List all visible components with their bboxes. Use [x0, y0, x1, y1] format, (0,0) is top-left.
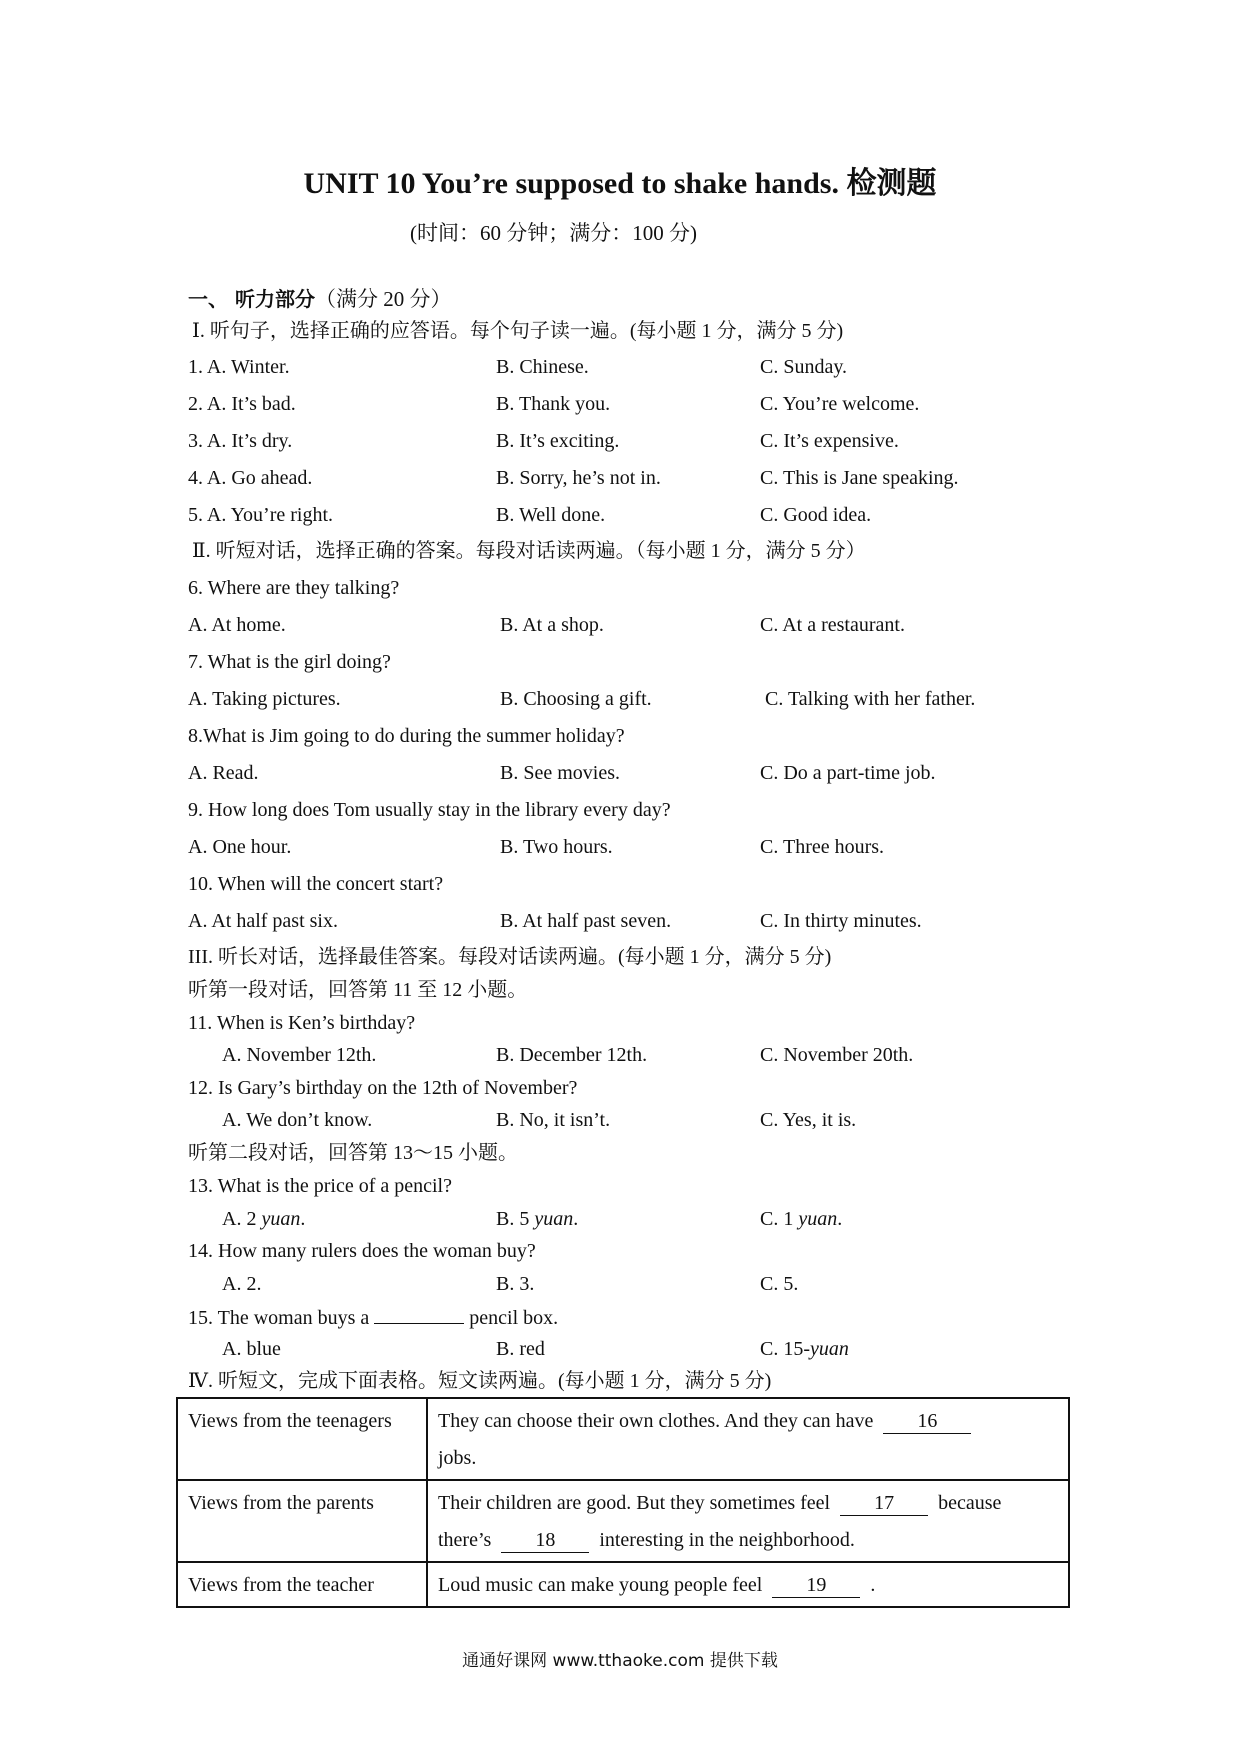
q8-option-c: C. Do a part-time job. [760, 762, 936, 784]
q11-option-a: A. November 12th. [222, 1044, 377, 1066]
q5-option-c: C. Good idea. [760, 504, 872, 526]
q15-option-a: A. blue [222, 1338, 281, 1360]
q6-option-c: C. At a restaurant. [760, 614, 905, 636]
page-footer: 通通好课网 www.tthaoke.com 提供下载 [462, 1651, 778, 1671]
part-i-instruction: Ⅰ. 听句子，选择正确的应答语。每个句子读一遍。(每小题 1 分，满分 5 分) [192, 320, 844, 342]
q1-option-c: C. Sunday. [760, 356, 848, 378]
row-label: Views from the teacher [177, 1562, 427, 1607]
table-row [177, 1398, 1069, 1480]
q7-question: 7. What is the girl doing? [188, 651, 391, 673]
q4-option-b: B. Sorry, he’s not in. [496, 467, 661, 489]
q10-option-b: B. At half past seven. [500, 910, 672, 932]
section-heading [188, 286, 451, 312]
part-iii-instruction: III. 听长对话，选择最佳答案。每段对话读两遍。(每小题 1 分，满分 5 分) [188, 946, 832, 968]
q12-option-a: A. We don’t know. [222, 1109, 373, 1131]
table-row [177, 1480, 1069, 1562]
q9-option-b: B. Two hours. [500, 836, 613, 858]
q10-option-a: A. At half past six. [188, 910, 338, 932]
q5-option-b: B. Well done. [496, 504, 606, 526]
views-table [176, 1397, 1070, 1608]
q15-question: 15. The woman buys a pencil box. [188, 1303, 558, 1331]
q11-question: 11. When is Ken’s birthday? [188, 1012, 416, 1034]
q14-question: 14. How many rulers does the woman buy? [188, 1240, 536, 1262]
answer-blank-19: 19 [772, 1573, 860, 1598]
q9-question: 9. How long does Tom usually stay in the library every day? [188, 799, 671, 821]
q6-option-a: A. At home. [188, 614, 286, 636]
answer-blank-16: 16 [883, 1409, 971, 1434]
q7-option-c: C. Talking with her father. [765, 688, 976, 710]
row-content: Loud music can make young people feel 19 . [427, 1562, 1069, 1607]
q15-option-c: C. 15-yuan [760, 1338, 849, 1360]
q14-option-b: B. 3. [496, 1273, 535, 1295]
q11-option-c: C. November 20th. [760, 1044, 914, 1066]
q12-option-b: B. No, it isn’t. [496, 1109, 611, 1131]
q3-option-c: C. It’s expensive. [760, 430, 899, 452]
q1-option-a: 1. A. Winter. [188, 356, 290, 378]
section-title: 一、 听力部分 [188, 287, 315, 311]
q6-question: 6. Where are they talking? [188, 577, 400, 599]
q13-option-c: C. 1 yuan. [760, 1208, 843, 1230]
q10-option-c: C. In thirty minutes. [760, 910, 922, 932]
q15-option-b: B. red [496, 1338, 545, 1360]
q12-question: 12. Is Gary’s birthday on the 12th of November? [188, 1077, 578, 1099]
table-row [177, 1562, 1069, 1607]
row-content: They can choose their own clothes. And they can have 16 jobs. [427, 1398, 1069, 1480]
q2-option-a: 2. A. It’s bad. [188, 393, 296, 415]
q8-option-a: A. Read. [188, 762, 259, 784]
q3-option-b: B. It’s exciting. [496, 430, 620, 452]
q2-option-c: C. You’re welcome. [760, 393, 920, 415]
q3-option-a: 3. A. It’s dry. [188, 430, 293, 452]
q6-option-b: B. At a shop. [500, 614, 604, 636]
q4-option-a: 4. A. Go ahead. [188, 467, 313, 489]
answer-blank-18: 18 [501, 1528, 589, 1553]
q14-option-c: C. 5. [760, 1273, 799, 1295]
q13-option-a: A. 2 yuan. [222, 1208, 306, 1230]
q9-option-c: C. Three hours. [760, 836, 885, 858]
q5-option-a: 5. A. You’re right. [188, 504, 334, 526]
dialog-1-note: 听第一段对话，回答第 11 至 12 小题。 [188, 979, 528, 1001]
q8-question: 8.What is Jim going to do during the summer holiday? [188, 725, 625, 747]
q7-option-a: A. Taking pictures. [188, 688, 341, 710]
q11-option-b: B. December 12th. [496, 1044, 648, 1066]
part-iv-instruction: Ⅳ. 听短文，完成下面表格。短文读两遍。(每小题 1 分，满分 5 分) [188, 1370, 772, 1392]
row-label: Views from the parents [177, 1480, 427, 1562]
q15-blank [374, 1303, 464, 1324]
dialog-2-note: 听第二段对话，回答第 13～15 小题。 [188, 1142, 518, 1164]
row-content: Their children are good. But they sometimes feel 17 because there’s 18 interesting in the neighborhood. [427, 1480, 1069, 1562]
section-score: （满分 20 分） [314, 287, 452, 311]
q4-option-c: C. This is Jane speaking. [760, 467, 959, 489]
answer-blank-17: 17 [840, 1491, 928, 1516]
q1-option-b: B. Chinese. [496, 356, 589, 378]
exam-time-score: (时间：60 分钟；满分：100 分) [410, 221, 697, 245]
q14-option-a: A. 2. [222, 1273, 262, 1295]
q2-option-b: B. Thank you. [496, 393, 611, 415]
q8-option-b: B. See movies. [500, 762, 620, 784]
q10-question: 10. When will the concert start? [188, 873, 444, 895]
q9-option-a: A. One hour. [188, 836, 292, 858]
q12-option-c: C. Yes, it is. [760, 1109, 857, 1131]
row-label: Views from the teenagers [177, 1398, 427, 1480]
q13-option-b: B. 5 yuan. [496, 1208, 579, 1230]
page-title: UNIT 10 You’re supposed to shake hands. 检测题 [303, 167, 937, 200]
part-ii-instruction: Ⅱ. 听短对话，选择正确的答案。每段对话读两遍。（每小题 1 分，满分 5 分） [192, 540, 866, 562]
q13-question: 13. What is the price of a pencil? [188, 1175, 452, 1197]
q7-option-b: B. Choosing a gift. [500, 688, 652, 710]
